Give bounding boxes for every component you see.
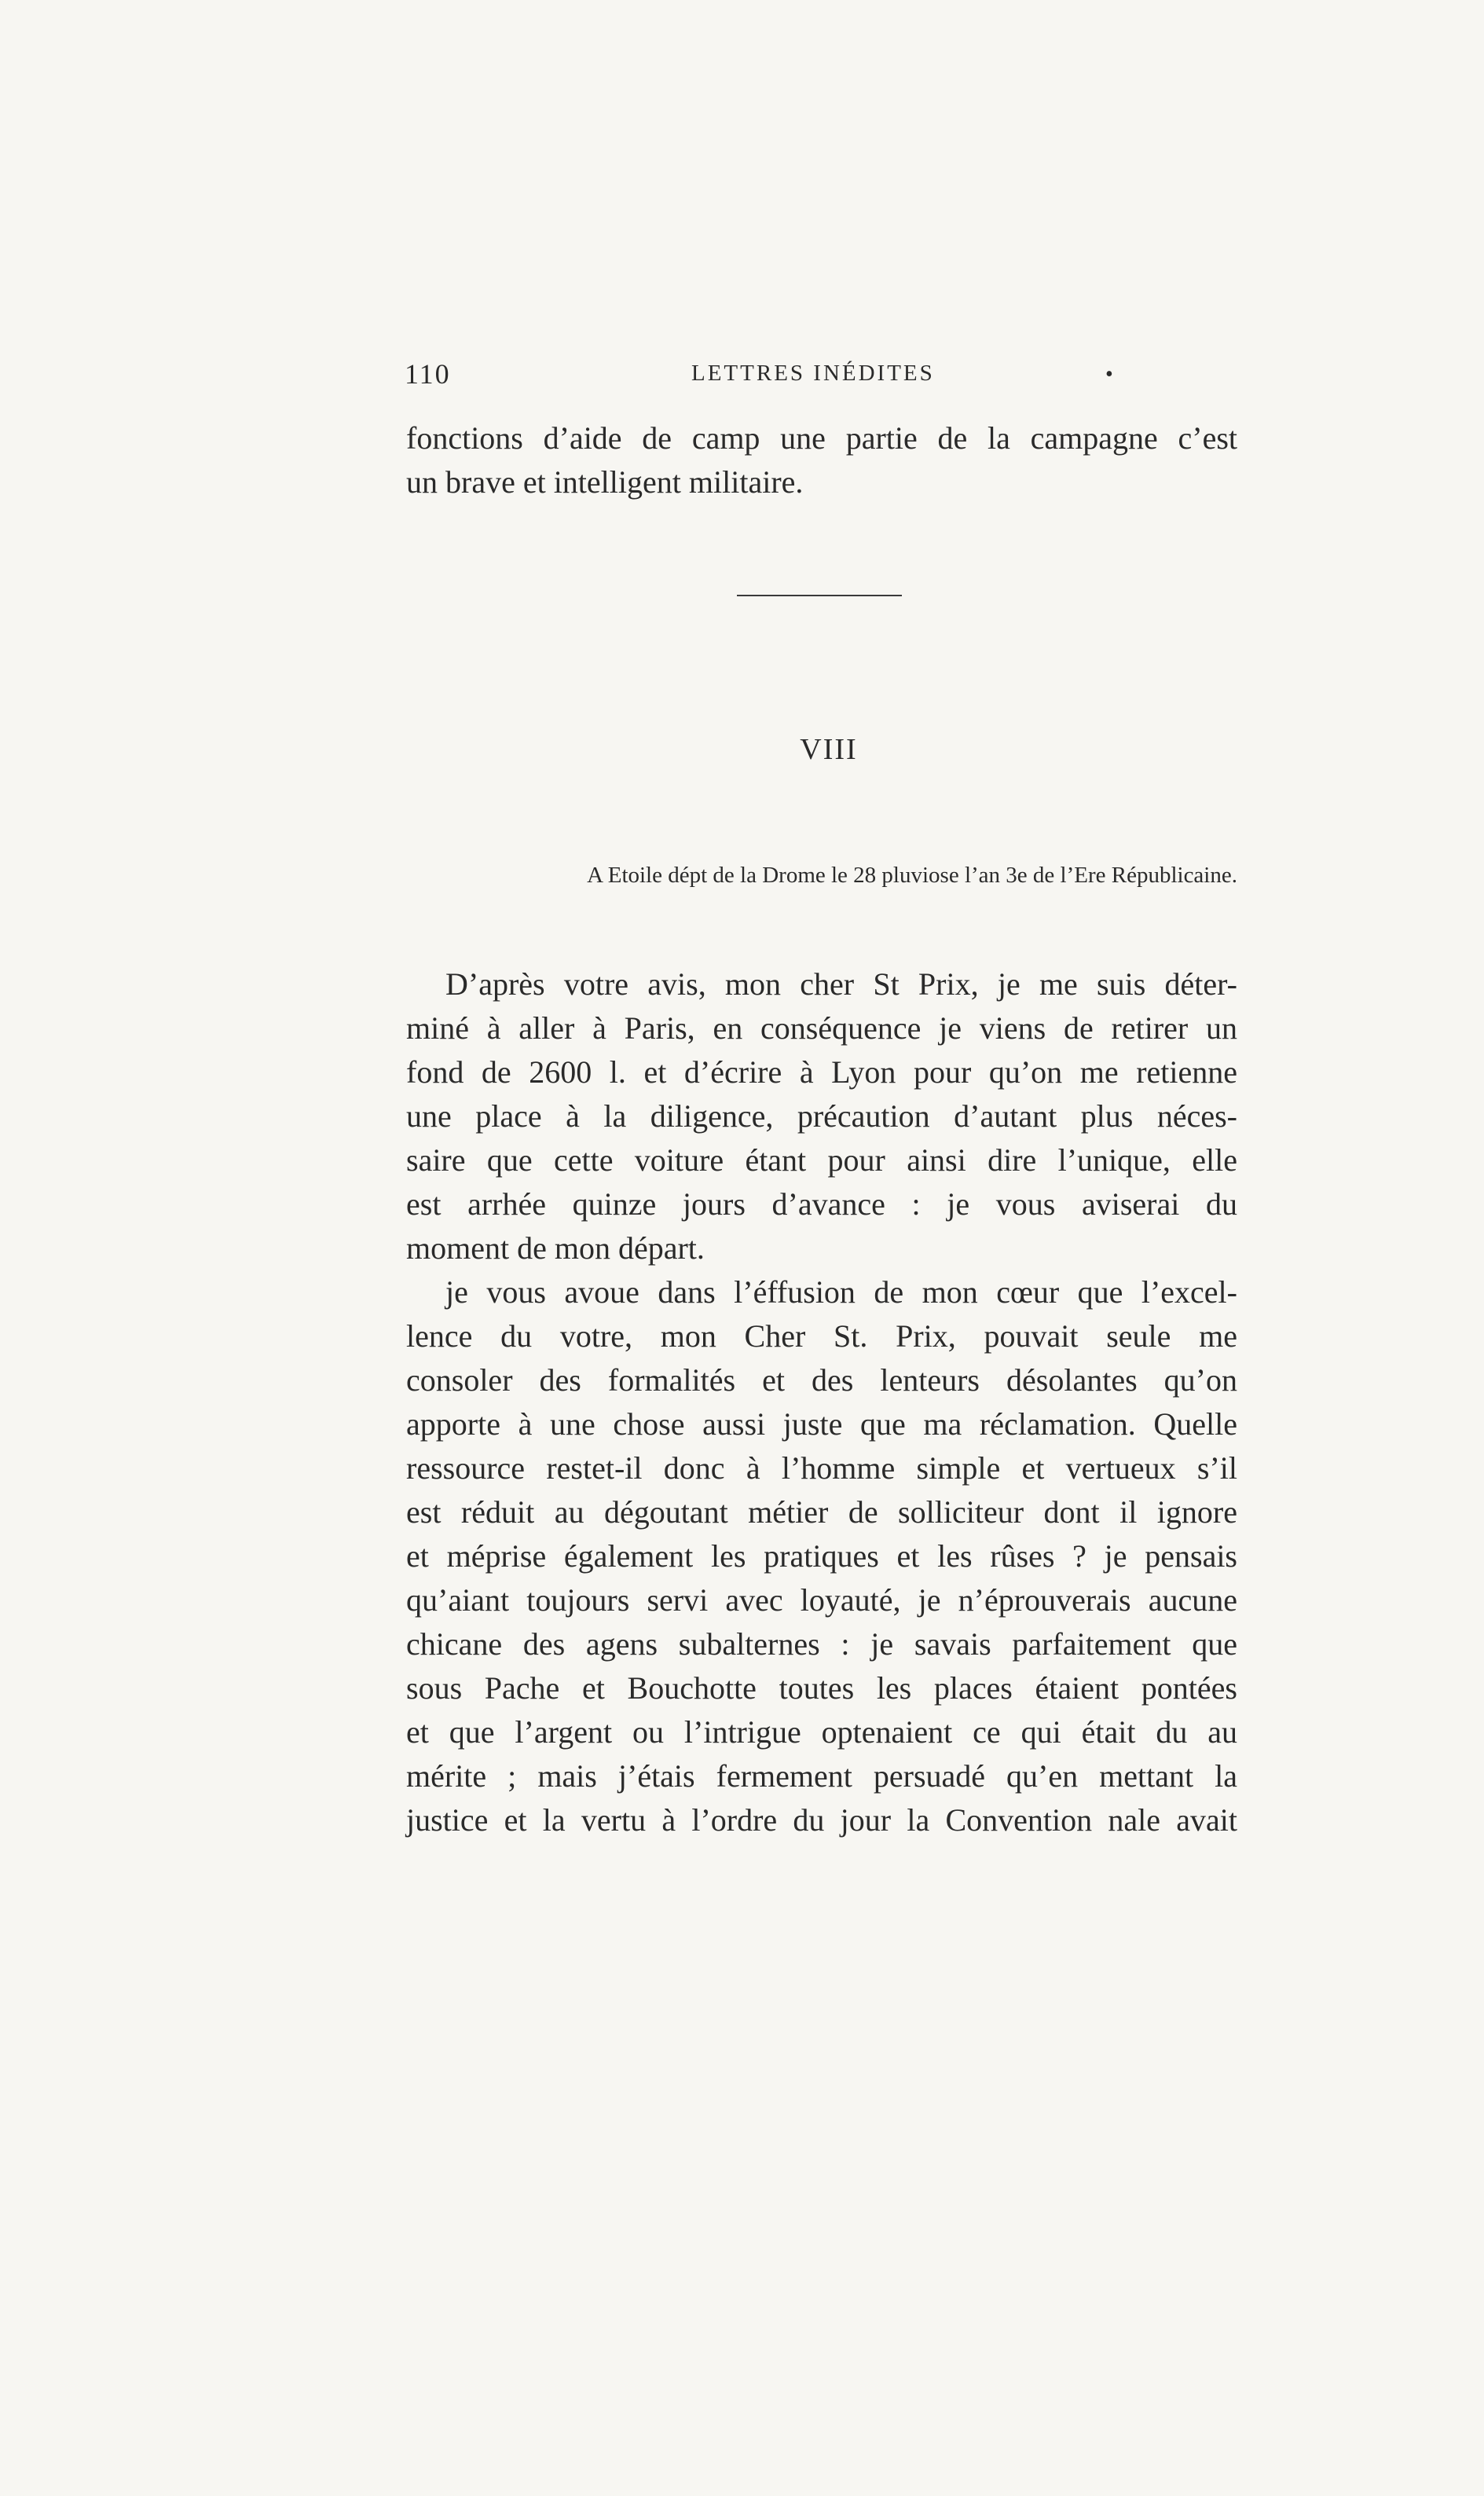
text-line: et méprise également les pratiques et les rûses ? je pensais <box>406 1538 1237 1574</box>
text-line: fonctions d’aide de camp une partie de la campagne c’est <box>406 420 1237 456</box>
text-line: qu’aiant toujours servi avec loyauté, je n’éprouverais aucune <box>406 1582 1237 1618</box>
continuation-text <box>406 416 1237 504</box>
text-line: miné à aller à Paris, en conséquence je viens de retirer un <box>406 1010 1237 1046</box>
text-line: chicane des agens subalternes : je savais parfaitement que <box>406 1626 1237 1662</box>
letter-dateline: A Etoile dépt de la Drome le 28 pluviose l’an 3e de l’Ere Républicaine. <box>587 863 1237 888</box>
text-line: mérite ; mais j’étais fermement persuadé qu’en mettant la <box>406 1758 1237 1794</box>
text-line: est arrhée quinze jours d’avance : je vous aviserai du <box>406 1186 1237 1222</box>
text-line: sous Pache et Bouchotte toutes les places étaient pontées <box>406 1670 1237 1706</box>
text-line: justice et la vertu à l’ordre du jour la Convention nale avait <box>406 1802 1237 1838</box>
text-line: et que l’argent ou l’intrigue optenaient ce qui était du au <box>406 1714 1237 1750</box>
text-line: lence du votre, mon Cher St. Prix, pouvait seule me <box>406 1318 1237 1354</box>
text-line: un brave et intelligent militaire. <box>406 464 804 500</box>
letter-body <box>406 962 1237 1842</box>
text-line: moment de mon départ. <box>406 1230 705 1266</box>
running-title: LETTRES INÉDITES <box>691 361 935 386</box>
section-divider <box>737 595 902 596</box>
text-line: ressource restet-il donc à l’homme simple et vertueux s’il <box>406 1450 1237 1486</box>
text-line: une place à la diligence, précaution d’autant plus néces- <box>406 1098 1237 1134</box>
text-line: consoler des formalités et des lenteurs désolantes qu’on <box>406 1362 1237 1398</box>
header-mark: • <box>1105 362 1113 387</box>
page-number: 110 <box>405 358 451 390</box>
text-line: fond de 2600 l. et d’écrire à Lyon pour qu’on me retienne <box>406 1054 1237 1090</box>
text-line: D’après votre avis, mon cher St Prix, je me suis déter- <box>445 966 1237 1002</box>
running-head <box>405 357 1237 397</box>
section-number: VIII <box>800 733 858 766</box>
text-line: apporte à une chose aussi juste que ma réclamation. Quelle <box>406 1406 1237 1442</box>
text-line: est réduit au dégoutant métier de solliciteur dont il ignore <box>406 1494 1237 1530</box>
text-line: je vous avoue dans l’éffusion de mon cœur que l’excel- <box>445 1274 1237 1310</box>
text-line: saire que cette voiture étant pour ainsi dire l’unique, elle <box>406 1142 1237 1178</box>
